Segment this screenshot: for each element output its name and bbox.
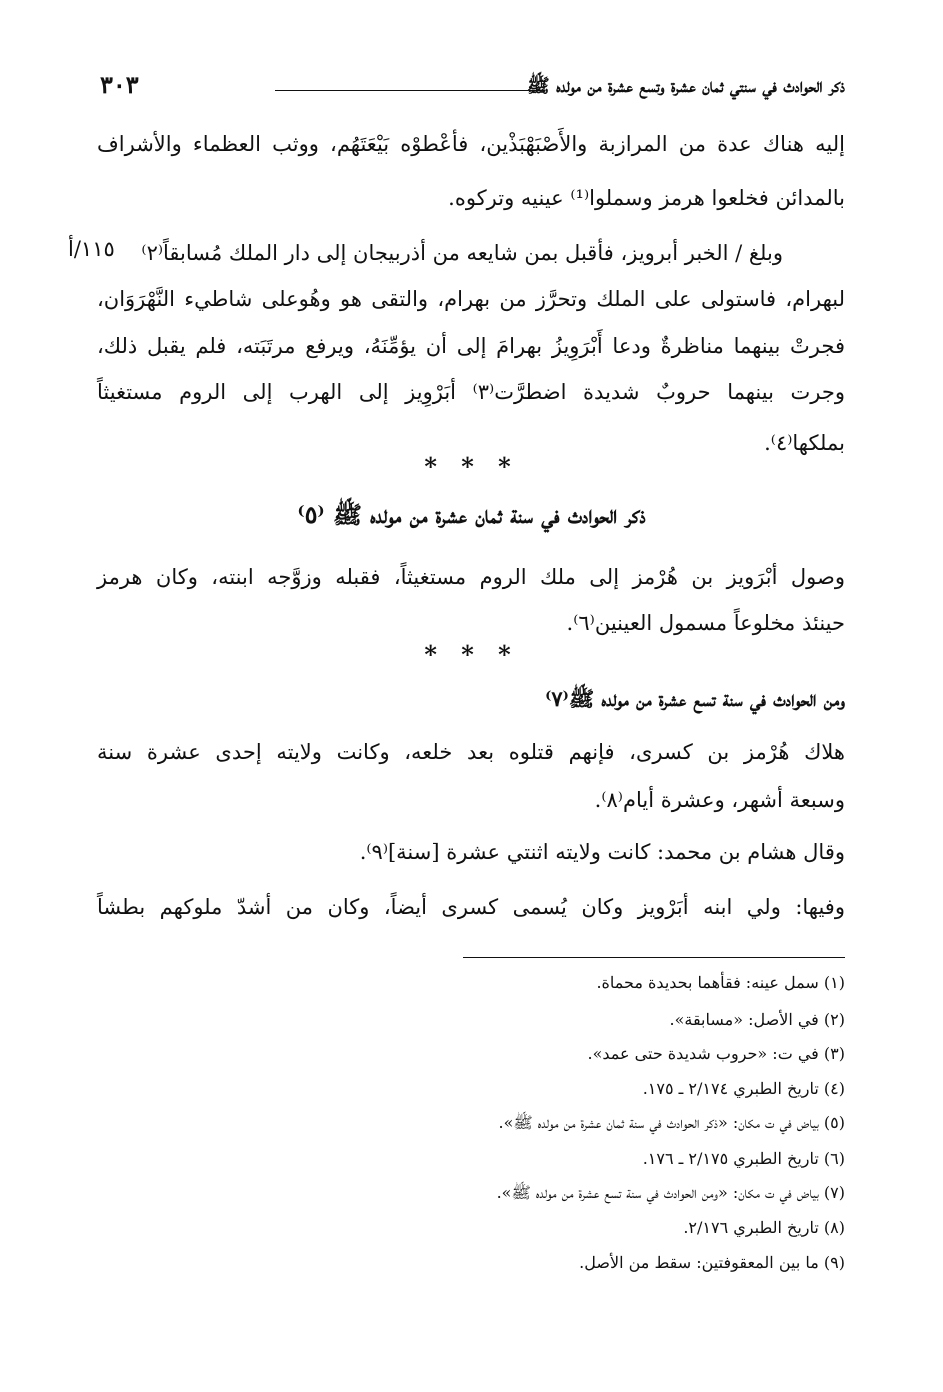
footnote-8: (٨) تاريخ الطبري ٢/١٧٦.	[683, 1218, 845, 1237]
margin-folio-note: ١١٥/أ	[68, 237, 115, 261]
body-line-2: بالمدائن فخلعوا هرمز وسملوا⁽¹⁾ عينيه وتركوه.	[448, 186, 845, 210]
body-line-4: لبهرام، فاستولى على الملك وتحرَّز من بهرام، والتقى هو وهُوعلى شاطيء النَّهْرَوَان،	[97, 287, 845, 311]
body-line-9: حينئذ مخلوعاً مسمول العينين⁽٦⁾.	[566, 611, 845, 635]
page-number: ٣٠٣	[100, 70, 139, 99]
section-divider-stars: * * *	[424, 640, 519, 669]
body-line-5: فجرتْ بينهما مناظرةٌ ودعا أَبْرَوِيزُ بهرامَ إلى أن يؤمِّنَهُ، ويرفع مرتَبَته، فلم يقبل ذلك،	[97, 334, 845, 358]
body-line-6: وجرت بينهما حروبٌ شديدة اضطرَّت⁽٣⁾ أبَرْوِيز إلى الهرب إلى الروم مستغيثاً	[97, 380, 845, 404]
body-line-10: هلاك هُرْمز بن كسرى، فإنهم قتلوه بعد خلعه، وكانت ولايته إحدى عشرة سنة	[97, 740, 845, 764]
body-line-12: وقال هشام بن محمد: كانت ولايته اثنتي عشرة [سنة]⁽٩⁾.	[359, 840, 845, 864]
body-line-7: بملكها⁽٤⁾.	[764, 431, 845, 455]
footnote-7: (٧) بياض في ت مكان: «ومن الحوادث في سنة تسع عشرة من مولده ﷺ».	[496, 1183, 845, 1202]
footnote-4: (٤) تاريخ الطبري ٢/١٧٤ ـ ١٧٥.	[642, 1079, 845, 1098]
footnote-5: (٥) بياض في ت مكان: «ذكر الحوادث في سنة ثمان عشرة من مولده ﷺ».	[498, 1113, 845, 1132]
body-line-13: وفيها: ولي ابنه أبَرْويز وكان يُسمى كسرى أيضاً، وكان من أشدّ ملوكهم بطشاً	[97, 895, 845, 919]
footnote-6: (٦) تاريخ الطبري ٢/١٧٥ ـ ١٧٦.	[642, 1149, 845, 1168]
body-line-11: وسبعة أشهر، وعشرة أيام⁽٨⁾.	[594, 788, 845, 812]
body-line-8: وصول أبْرَويز بن هُرْمز إلى ملك الروم مستغيثاً، فقبله وزوَّجه ابنته، وكان هرمز	[97, 565, 845, 589]
section-heading-year-19: ومن الحوادث في سنة تسع عشرة من مولده ﷺ⁽٧⁾	[545, 686, 845, 711]
running-header	[100, 70, 845, 104]
body-line-3: وبلغ / الخبر أبرويز، فأقبل بمن شايعه من أذربيجان إلى دار الملك مُسابقاً⁽٢⁾	[141, 241, 783, 265]
footnote-1: (١) سمل عينه: فقأهما بحديدة محماة.	[596, 973, 845, 992]
section-heading-year-18: ذكر الحوادث في سنة ثمان عشرة من مولده ﷺ ⁽٥⁾	[297, 500, 646, 529]
footnote-rule	[463, 957, 845, 958]
body-line-1: إليه هناك عدة من المرازبة والأَصْبَهْبَذْين، فأعْطوْه بَيْعَتَهُم، ووثب العظماء والأشراف	[97, 132, 845, 156]
footnote-2: (٢) في الأصل: «مسابقة».	[669, 1010, 845, 1029]
footnote-3: (٣) في ت: «حروب شديدة حتى عمد».	[587, 1044, 845, 1063]
running-header-title: ذكر الحوادث في سنتي ثمان عشرة وتسع عشرة من مولده ﷺ	[526, 75, 845, 97]
header-rule	[275, 90, 545, 91]
section-divider-stars: * * *	[424, 452, 519, 481]
footnote-9: (٩) ما بين المعقوفتين: سقط من الأصل.	[579, 1253, 845, 1272]
